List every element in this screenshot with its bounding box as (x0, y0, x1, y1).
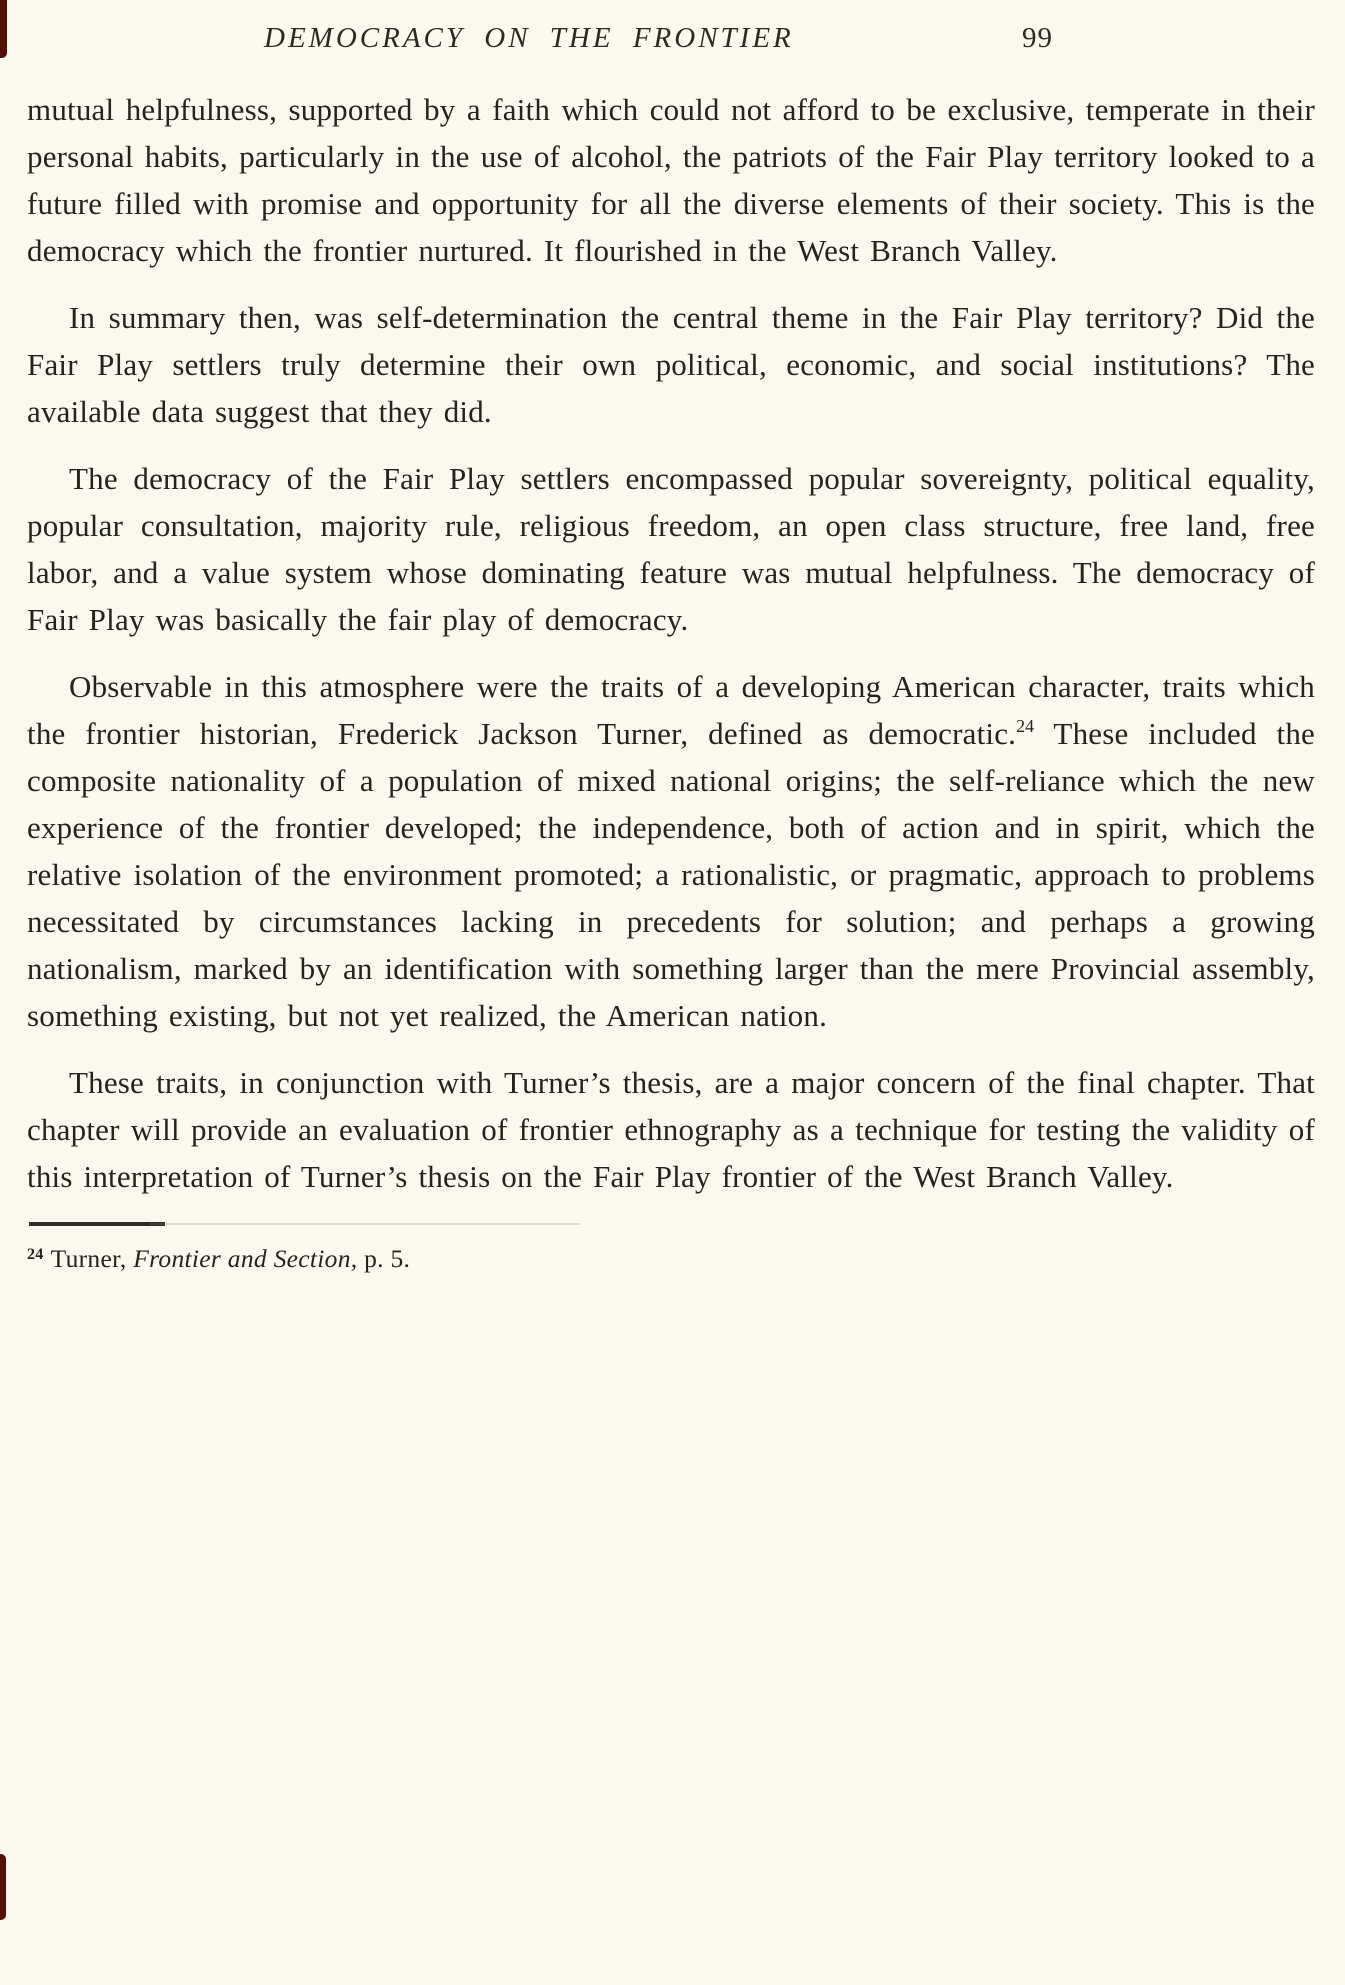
body-text (27, 86, 1315, 1200)
footnote-marker: 24 (27, 1246, 44, 1263)
scan-artifact-top-left (0, 0, 7, 58)
paragraph-3: The democracy of the Fair Play settlers encompassed popular sovereignty, political equality, popular consultation, majority rule, religious freedom, an open class structure, free land, free labor, and a value system whose dominating feature was mutual helpfulness. The democracy of Fair Play was basically the fair play of democracy. (27, 461, 1315, 637)
paragraph-4-text-before-ref: Observable in this atmosphere were the traits of a developing American character, traits which the frontier historian, Frederick Jackson Turner, defined as democratic. (27, 669, 1315, 751)
running-title: DEMOCRACY ON THE FRONTIER (264, 22, 794, 54)
paragraph-5: These traits, in conjunction with Turner’s thesis, are a major concern of the final chapter. That chapter will provide an evaluation of frontier ethnography as a technique for testing the validity of this interpretation of Turner’s thesis on the Fair Play frontier of the West Branch Valley. (27, 1065, 1315, 1194)
footnote-reference: 24 (1016, 716, 1035, 736)
footnote-author: Turner, (50, 1244, 134, 1273)
footnote-page-ref: p. 5. (357, 1244, 411, 1273)
page-header (27, 16, 1315, 72)
paragraph-2: In summary then, was self-determination the central theme in the Fair Play territory? Did the Fair Play settlers truly determine their own political, economic, and social institutions? The available data suggest that they did. (27, 300, 1315, 429)
paragraph-4-text-after-ref: These included the composite nationality of a population of mixed national origins; the self-reliance which the new experience of the frontier developed; the independence, both of action and in spirit, which the relative isolation of the environment promoted; a rationalistic, or pragmatic, approach to problems necessitated by circumstances lacking in precedents for solution; and perhaps a growing nationalism, marked by an identification with something larger than the mere Provincial assembly, something existing, but not yet realized, the American nation. (27, 716, 1315, 1033)
footnote-divider (29, 1222, 165, 1226)
scan-artifact-bottom-left (0, 1854, 6, 1920)
paragraph-4 (27, 663, 1315, 1039)
footnote-divider-faint-scratch (150, 1223, 580, 1225)
paragraph-1: mutual helpfulness, supported by a faith which could not afford to be exclusive, temperate in their personal habits, particularly in the use of alcohol, the patriots of the Fair Play territory looked to a future filled with promise and opportunity for all the diverse elements of their society. This is the democracy which the frontier nurtured. It flourished in the West Branch Valley. (27, 92, 1315, 268)
page-number: 99 (1022, 22, 1053, 54)
footnote (27, 1242, 1315, 1276)
footnote-work-title: Frontier and Section, (133, 1244, 358, 1273)
